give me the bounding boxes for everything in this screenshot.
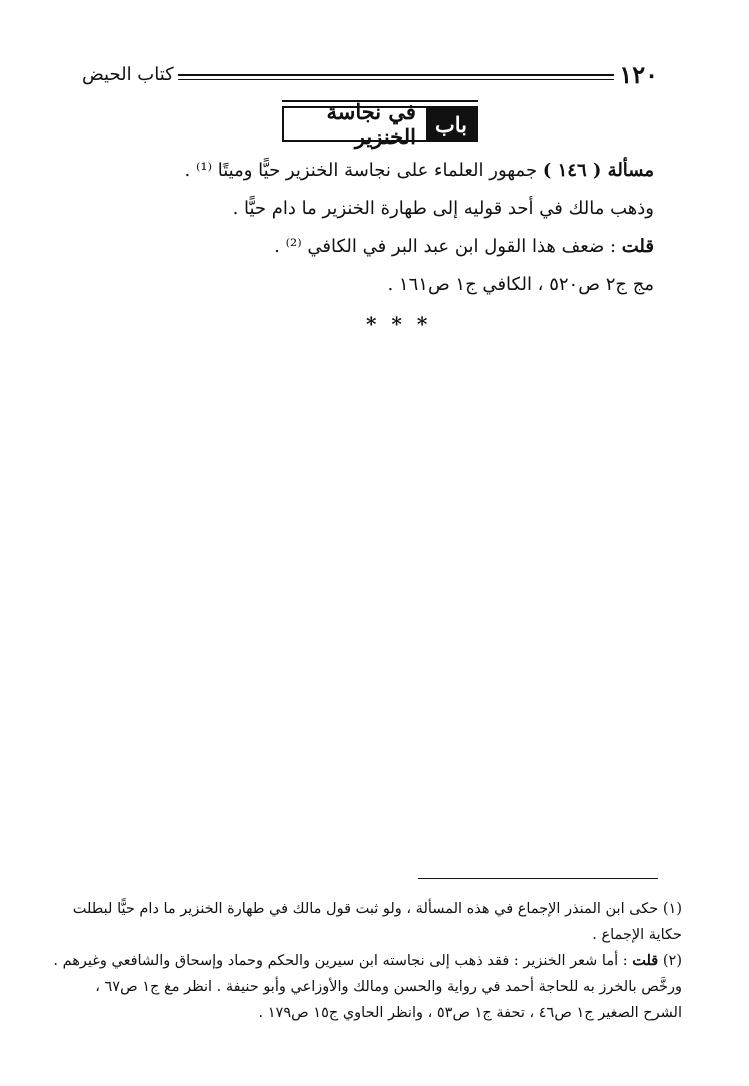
chapter-label: باب [426, 108, 476, 140]
footnote-text: الشرح الصغير ج١ ص٤٦ ، تحفة ج١ ص٥٣ ، وانظر الحاوي ج١٥ ص١٧٩ . [258, 1005, 682, 1021]
running-title: كتاب الحيض [82, 64, 174, 85]
issue-label: مسألة ( ١٤٦ ) [542, 160, 654, 181]
text-line-content: وذهب مالك في أحد قوليه إلى طهارة الخنزير ما دام حيًّا . [232, 198, 654, 219]
text-line-content: : ضعف هذا القول ابن عبد البر في الكافي ⁽²⁾ . [274, 236, 622, 257]
text-line-content: جمهور العلماء على نجاسة الخنزير حيًّا وميتًا ⁽¹⁾ . [184, 160, 543, 181]
footnote-text: : أما شعر الخنزير : فقد ذهب إلى نجاسته ابن سيرين والحكم وحماد وإسحاق والشافعي وغيرهم . [53, 953, 633, 969]
footnote-text: (١) حكى ابن المنذر الإجماع في هذه المسألة ، ولو ثبت قول مالك في طهارة الخنزير ما دام حيًّا لبطلت [72, 901, 682, 917]
text-line [94, 228, 654, 266]
footnote-text: حكاية الإجماع . [592, 927, 682, 943]
footnote-number: (٢) [658, 953, 682, 969]
text-line [94, 152, 654, 190]
footnote-line [87, 922, 682, 948]
author-comment-label: قلت [621, 236, 654, 257]
footnote-rule [418, 878, 658, 879]
header-rule [178, 74, 614, 76]
section-separator: * * * [366, 312, 432, 336]
text-line [94, 190, 654, 228]
page-number: ١٢٠ [619, 60, 658, 89]
main-text [94, 152, 654, 304]
header-rule-thin [178, 79, 614, 80]
page-header [82, 58, 658, 92]
footnote-line [72, 896, 682, 922]
reference-line: مج ج٢ ص٥٢٠ ، الكافي ج١ ص١٦١ . [387, 274, 654, 295]
text-line [94, 266, 654, 304]
footnote-line [87, 1000, 682, 1026]
footnote-text: ورخَّص بالخرز به للحاجة أحمد في رواية والحسن ومالك والأوزاعي وأبو حنيفة . انظر مغ ج١ ص٦٧ ، [95, 979, 682, 995]
chapter-heading [282, 99, 478, 149]
footnote-comment-label: قلت [632, 952, 659, 969]
chapter-title: في نجاسة الخنزير [326, 99, 416, 149]
footnote-line [53, 948, 682, 974]
footnotes [53, 896, 682, 1026]
footnote-line [87, 974, 682, 1000]
chapter-heading-box [282, 99, 478, 149]
